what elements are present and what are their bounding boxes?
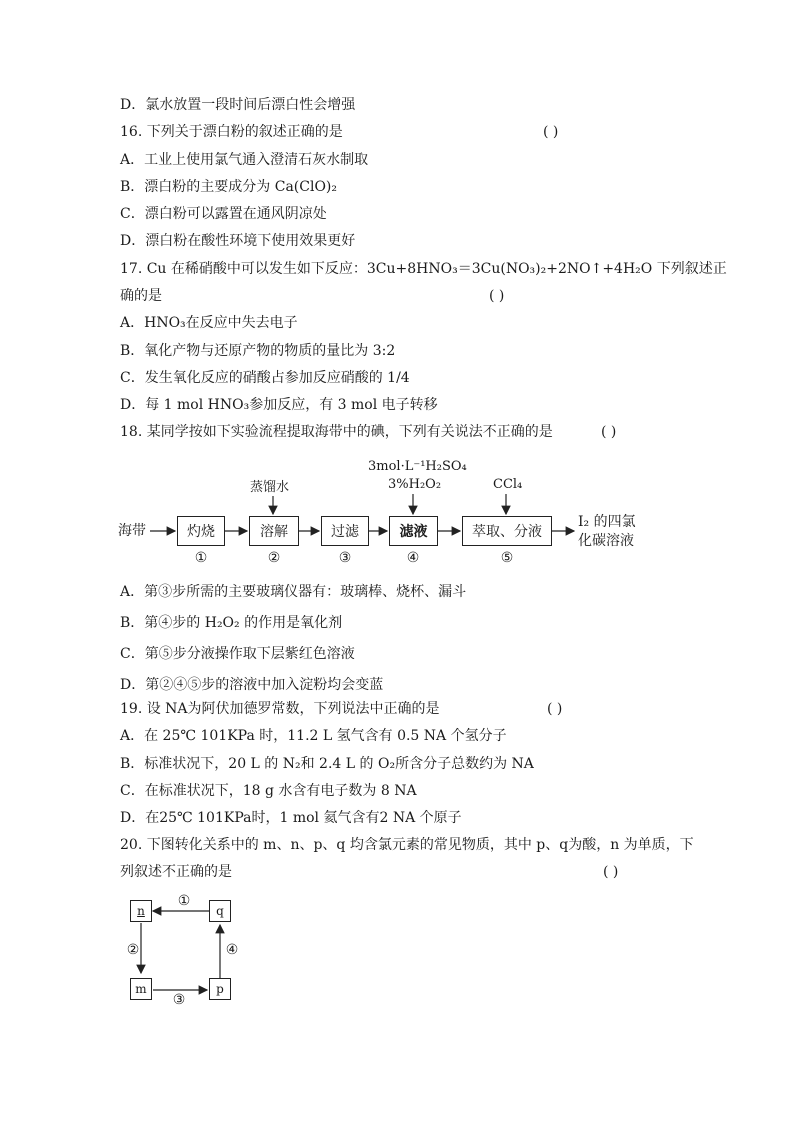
option-19d: D．在25℃ 101KPa时，1 mol 氦气含有2 NA 个原子 (120, 810, 462, 826)
reagent-h2o2: 3%H₂O₂ (388, 477, 442, 492)
question-19: 19. 设 NA为阿伏加德罗常数，下列说法中正确的是 (120, 701, 440, 717)
question-16: 16. 下列关于漂白粉的叙述正确的是 (120, 124, 343, 140)
node-m (130, 978, 152, 1000)
option-19a: A．在 25℃ 101KPa 时，11.2 L 氢气含有 0.5 NA 个氢分子 (120, 728, 507, 744)
cycle-step-4: ④ (225, 942, 239, 958)
option-18d: D．第②④⑤步的溶液中加入淀粉均会变蓝 (120, 677, 384, 693)
question-18: 18. 某同学按如下实验流程提取海带中的碘，下列有关说法不正确的是 (120, 424, 553, 440)
cycle-step-3: ③ (172, 992, 186, 1008)
question-17-cont: 确的是 (120, 288, 162, 304)
option-16c: C．漂白粉可以露置在通风阴凉处 (120, 206, 327, 222)
node-p (209, 978, 231, 1000)
flow-end-label-1: I₂ 的四氯 (578, 514, 636, 530)
answer-bracket-20: ( ) (603, 864, 619, 880)
flow-step-burn-label: 灼烧 (187, 524, 215, 540)
answer-bracket-17: ( ) (489, 288, 505, 304)
reagent-h2so4: 3mol·L⁻¹H₂SO₄ (368, 459, 467, 474)
flow-step-filter-label: 过滤 (331, 524, 359, 540)
option-18a: A．第③步所需的主要玻璃仪器有：玻璃棒、烧杯、漏斗 (120, 584, 467, 600)
flow-num-3: ③ (338, 550, 352, 566)
flow-num-1: ① (194, 550, 208, 566)
option-16a: A．工业上使用氯气通入澄清石灰水制取 (120, 152, 369, 168)
option-17d: D．每 1 mol HNO₃参加反应，有 3 mol 电子转移 (120, 397, 438, 413)
flow-step-filtrate-label: 滤液 (399, 524, 428, 540)
flow-num-2: ② (267, 550, 281, 566)
option-19c: C．在标准状况下，18 g 水含有电子数为 8 NA (120, 783, 417, 799)
flow-step-extract-label: 萃取、分液 (472, 524, 542, 540)
flow-end-label-2: 化碳溶液 (578, 533, 634, 549)
cycle-step-1: ① (177, 893, 191, 909)
option-18b: B．第④步的 H₂O₂ 的作用是氧化剂 (120, 615, 343, 631)
option-d-q15: D．氯水放置一段时间后漂白性会增强 (120, 97, 356, 113)
flow-start-label: 海带 (118, 523, 146, 539)
option-17a: A．HNO₃在反应中失去电子 (120, 315, 298, 331)
reagent-ccl4: CCl₄ (493, 477, 523, 492)
node-p-label: p (216, 982, 224, 996)
option-16b: B．漂白粉的主要成分为 Ca(ClO)₂ (120, 179, 337, 195)
flow-step-dissolve-label: 溶解 (260, 524, 288, 540)
option-16d: D．漂白粉在酸性环境下使用效果更好 (120, 233, 356, 249)
cycle-step-2: ② (126, 942, 140, 958)
question-20-cont: 列叙述不正确的是 (120, 864, 232, 880)
node-q (209, 900, 231, 922)
answer-bracket-18: ( ) (601, 424, 617, 440)
reagent-distilled-water: 蒸馏水 (250, 480, 290, 495)
node-q-label: q (216, 904, 224, 918)
answer-bracket-19: ( ) (547, 701, 563, 717)
flow-num-5: ⑤ (500, 550, 514, 566)
option-17b: B．氧化产物与还原产物的物质的量比为 3:2 (120, 343, 396, 359)
flow-num-4: ④ (406, 550, 420, 566)
option-19b: B．标准状况下，20 L 的 N₂和 2.4 L 的 O₂所含分子总数约为 NA (120, 756, 534, 772)
option-18c: C．第⑤步分液操作取下层紫红色溶液 (120, 646, 355, 662)
node-n (130, 900, 152, 922)
question-17: 17. Cu 在稀硝酸中可以发生如下反应：3Cu+8HNO₃＝3Cu(NO₃)₂+2NO↑+4H₂O 下列叙述正 (120, 261, 727, 277)
question-20: 20. 下图转化关系中的 m、n、p、q 均含氯元素的常见物质，其中 p、q为酸，n 为单质，下 (120, 837, 694, 853)
node-m-label: m (135, 982, 147, 996)
node-n-label: n (137, 904, 145, 918)
option-17c: C．发生氧化反应的硝酸占参加反应硝酸的 1/4 (120, 370, 410, 386)
answer-bracket-16: ( ) (543, 124, 559, 140)
